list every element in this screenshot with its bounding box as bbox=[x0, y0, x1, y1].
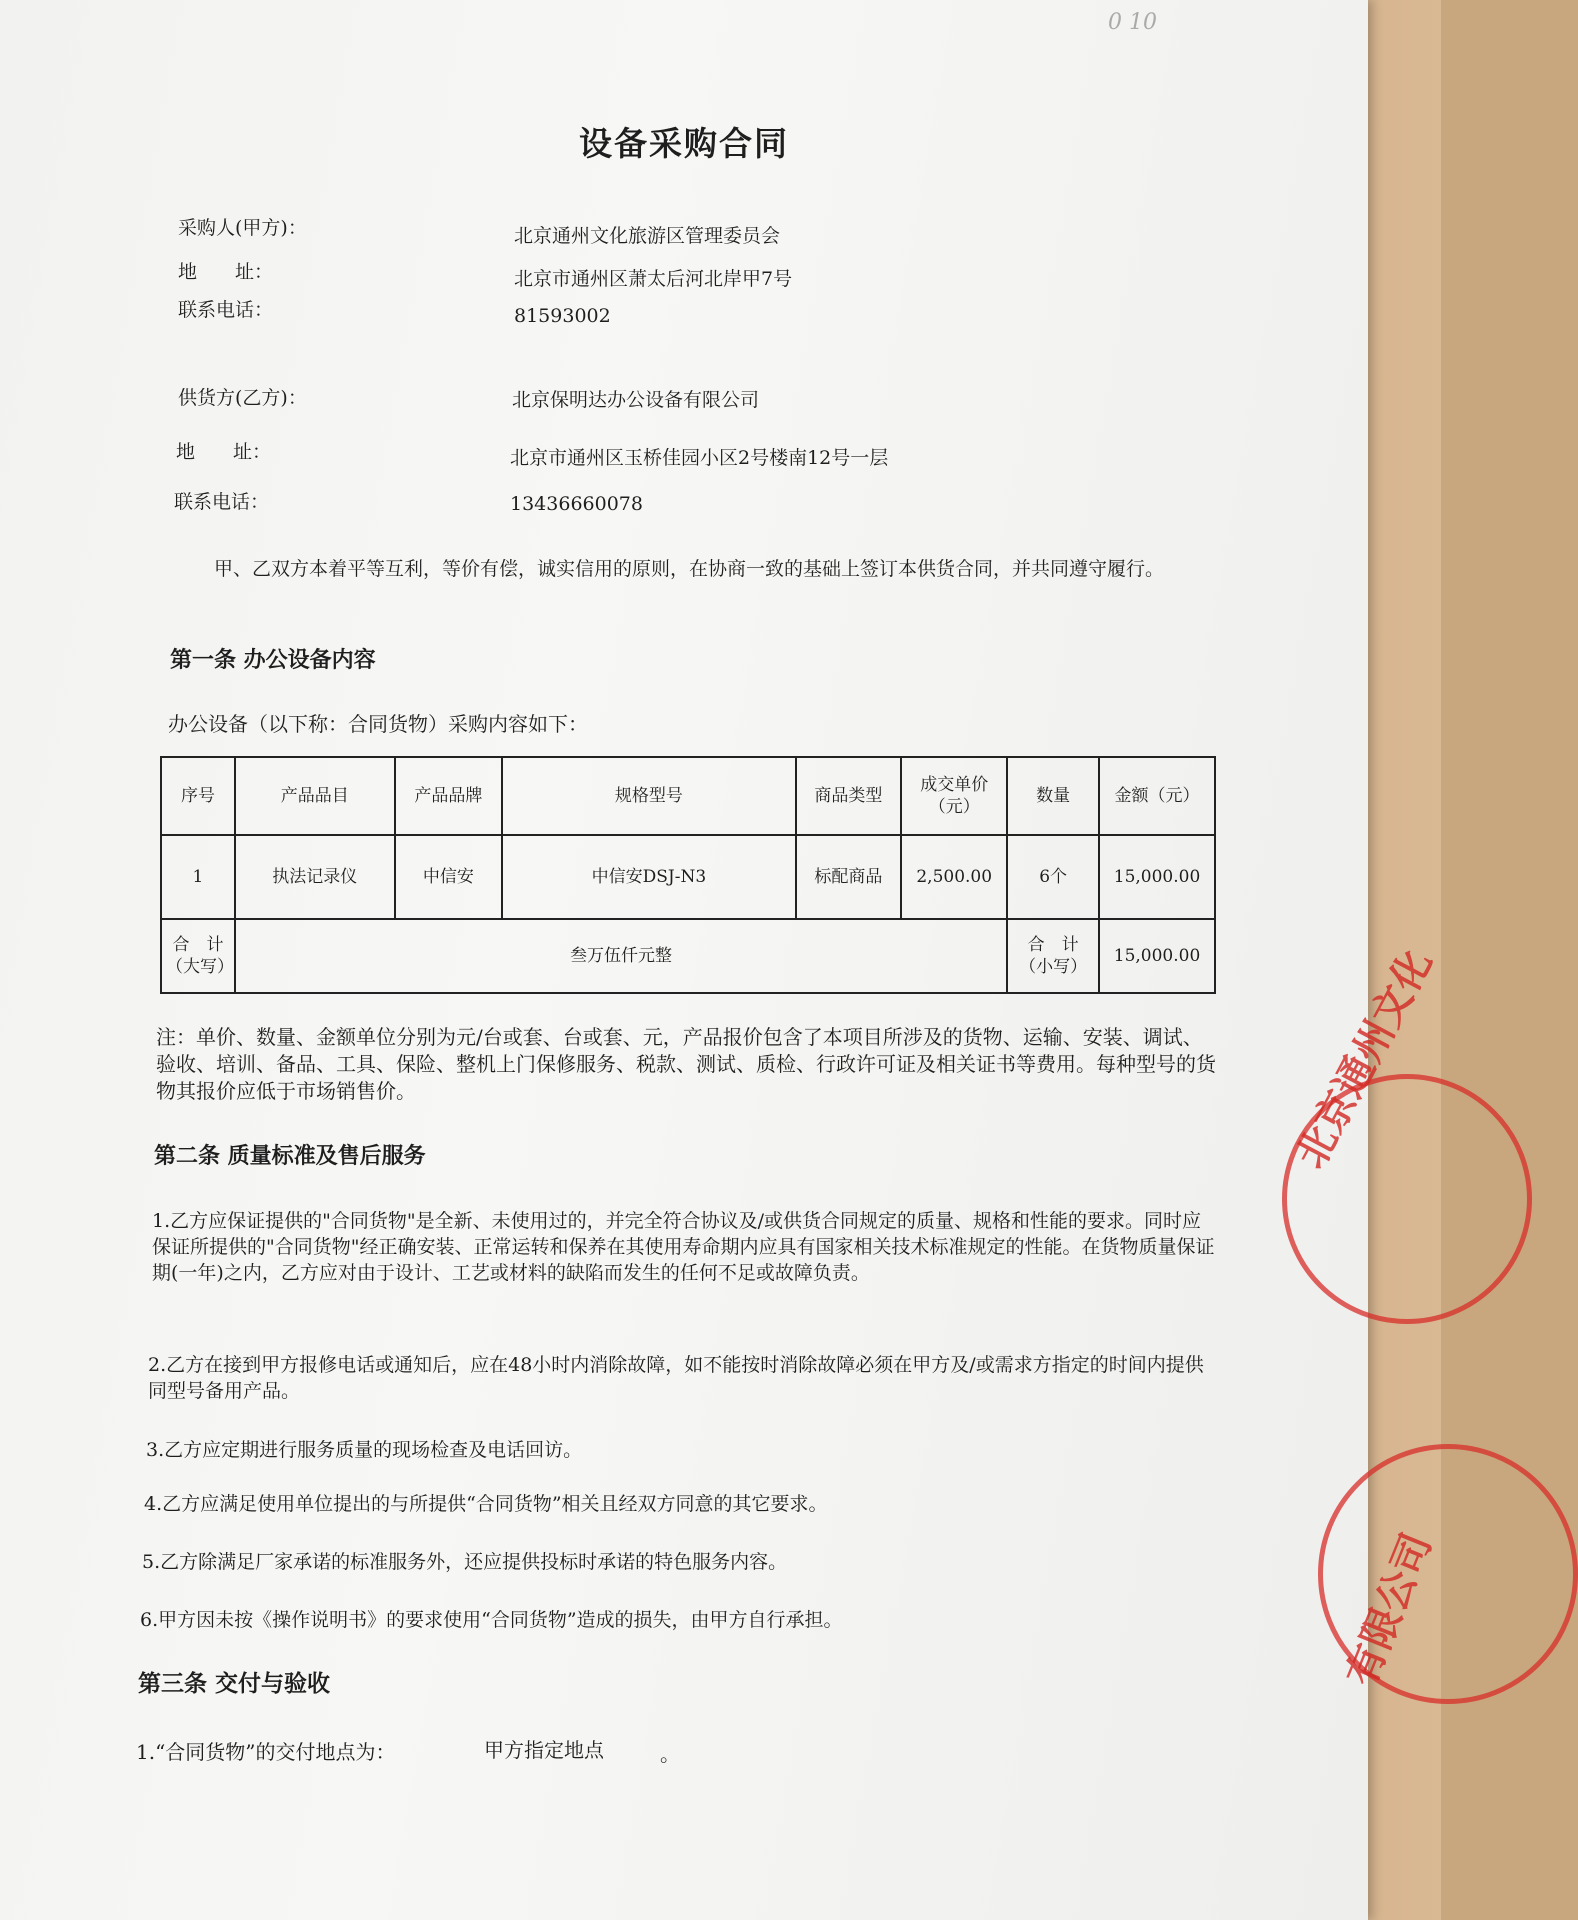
article2-heading: 第二条 质量标准及售后服务 bbox=[154, 1143, 426, 1169]
seal-upper-text: 北京通州文化 bbox=[1287, 941, 1442, 1176]
article2-item-4: 4.乙方应满足使用单位提出的与所提供“合同货物”相关且经双方同意的其它要求。 bbox=[144, 1493, 828, 1515]
article2-item-2: 2.乙方在接到甲方报修电话或通知后，应在48小时内消除故障，如不能按时消除故障必须在甲方及/或需求方指定的时间内提供同型号备用产品。 bbox=[148, 1354, 1204, 1402]
article3-item1-value: 甲方指定地点 bbox=[484, 1738, 604, 1762]
table-cell: 2,500.00 bbox=[901, 835, 1007, 919]
article1-intro: 办公设备（以下称：合同货物）采购内容如下： bbox=[168, 712, 588, 736]
table-header-cell: 序号 bbox=[161, 757, 235, 835]
total-upper-label: 合 计（大写） bbox=[161, 919, 235, 993]
total-lower-label: 合 计（小写） bbox=[1007, 919, 1099, 993]
total-upper-value: 叁万伍仟元整 bbox=[235, 919, 1007, 993]
article2-item-5: 5.乙方除满足厂家承诺的标准服务外，还应提供投标时承诺的特色服务内容。 bbox=[142, 1551, 788, 1573]
table-header-row bbox=[161, 757, 1215, 835]
pencil-note: 0 10 bbox=[1108, 10, 1157, 35]
supplier-address: 北京市通州区玉桥佳园小区2号楼南12号一层 bbox=[510, 447, 889, 469]
supplier-phone: 13436660078 bbox=[510, 493, 643, 515]
article3-item1-end: 。 bbox=[660, 1742, 680, 1766]
buyer-label: 采购人(甲方)： bbox=[178, 217, 307, 239]
document-title: 设备采购合同 bbox=[579, 124, 789, 163]
table-cell: 执法记录仪 bbox=[235, 835, 395, 919]
table-cell: 1 bbox=[161, 835, 235, 919]
seal-lower-text: 有限公司 bbox=[1337, 1526, 1441, 1693]
table-header-cell: 规格型号 bbox=[502, 757, 795, 835]
table-total-row bbox=[161, 919, 1215, 993]
table-cell: 标配商品 bbox=[796, 835, 902, 919]
article3-heading: 第三条 交付与验收 bbox=[138, 1670, 331, 1697]
table-header-cell: 金额（元） bbox=[1099, 757, 1215, 835]
table-header-cell: 产品品牌 bbox=[395, 757, 503, 835]
goods-table bbox=[160, 756, 1216, 994]
table-header-cell: 成交单价（元） bbox=[901, 757, 1007, 835]
buyer-address: 北京市通州区萧太后河北岸甲7号 bbox=[514, 268, 793, 290]
supplier-phone-label: 联系电话： bbox=[174, 491, 270, 513]
article2-item-1: 1.乙方应保证提供的"合同货物"是全新、未使用过的，并完全符合协议及/或供货合同规定的质量、规格和性能的要求。同时应保证所提供的"合同货物"经正确安装、正常运转和保养在其使用寿命期内应具有国家相关技术标准规定的性能。在货物质量保证期(一年)之内，乙方应对由于设计、工艺或材料的缺陷而发生的任何不足或故障负责。 bbox=[152, 1210, 1215, 1284]
table-cell: 中信安DSJ-N3 bbox=[502, 835, 795, 919]
article1-heading: 第一条 办公设备内容 bbox=[170, 647, 376, 673]
table-cell: 15,000.00 bbox=[1099, 835, 1215, 919]
buyer-phone-label: 联系电话： bbox=[178, 299, 274, 321]
buyer-phone: 81593002 bbox=[514, 305, 611, 327]
table-header-cell: 商品类型 bbox=[796, 757, 902, 835]
table-cell: 中信安 bbox=[395, 835, 503, 919]
buyer-address-label: 地 址： bbox=[178, 261, 274, 283]
article2-item-3: 3.乙方应定期进行服务质量的现场检查及电话回访。 bbox=[146, 1439, 583, 1461]
table-header-cell: 数量 bbox=[1007, 757, 1099, 835]
article2-item-6: 6.甲方因未按《操作说明书》的要求使用“合同货物”造成的损失，由甲方自行承担。 bbox=[140, 1609, 843, 1631]
total-lower-value: 15,000.00 bbox=[1099, 919, 1215, 993]
supplier-name: 北京保明达办公设备有限公司 bbox=[512, 389, 760, 411]
article1-note: 注：单价、数量、金额单位分别为元/台或套、台或套、元，产品报价包含了本项目所涉及的货物、运输、安装、调试、验收、培训、备品、工具、保险、整机上门保修服务、税款、测试、质检、行政许可证及相关证书等费用。每种型号的货物其报价应低于市场销售价。 bbox=[156, 1025, 1216, 1103]
supplier-address-label: 地 址： bbox=[176, 441, 272, 463]
supplier-label: 供货方(乙方)： bbox=[178, 387, 307, 409]
article3-item1-label: 1.“合同货物”的交付地点为： bbox=[136, 1740, 396, 1764]
buyer-name: 北京通州文化旅游区管理委员会 bbox=[514, 225, 781, 247]
table-cell: 6个 bbox=[1007, 835, 1099, 919]
table-row bbox=[161, 835, 1215, 919]
preamble-paragraph: 甲、乙双方本着平等互利，等价有偿，诚实信用的原则，在协商一致的基础上签订本供货合同，并共同遵守履行。 bbox=[214, 558, 1165, 580]
table-header-cell: 产品品目 bbox=[235, 757, 395, 835]
